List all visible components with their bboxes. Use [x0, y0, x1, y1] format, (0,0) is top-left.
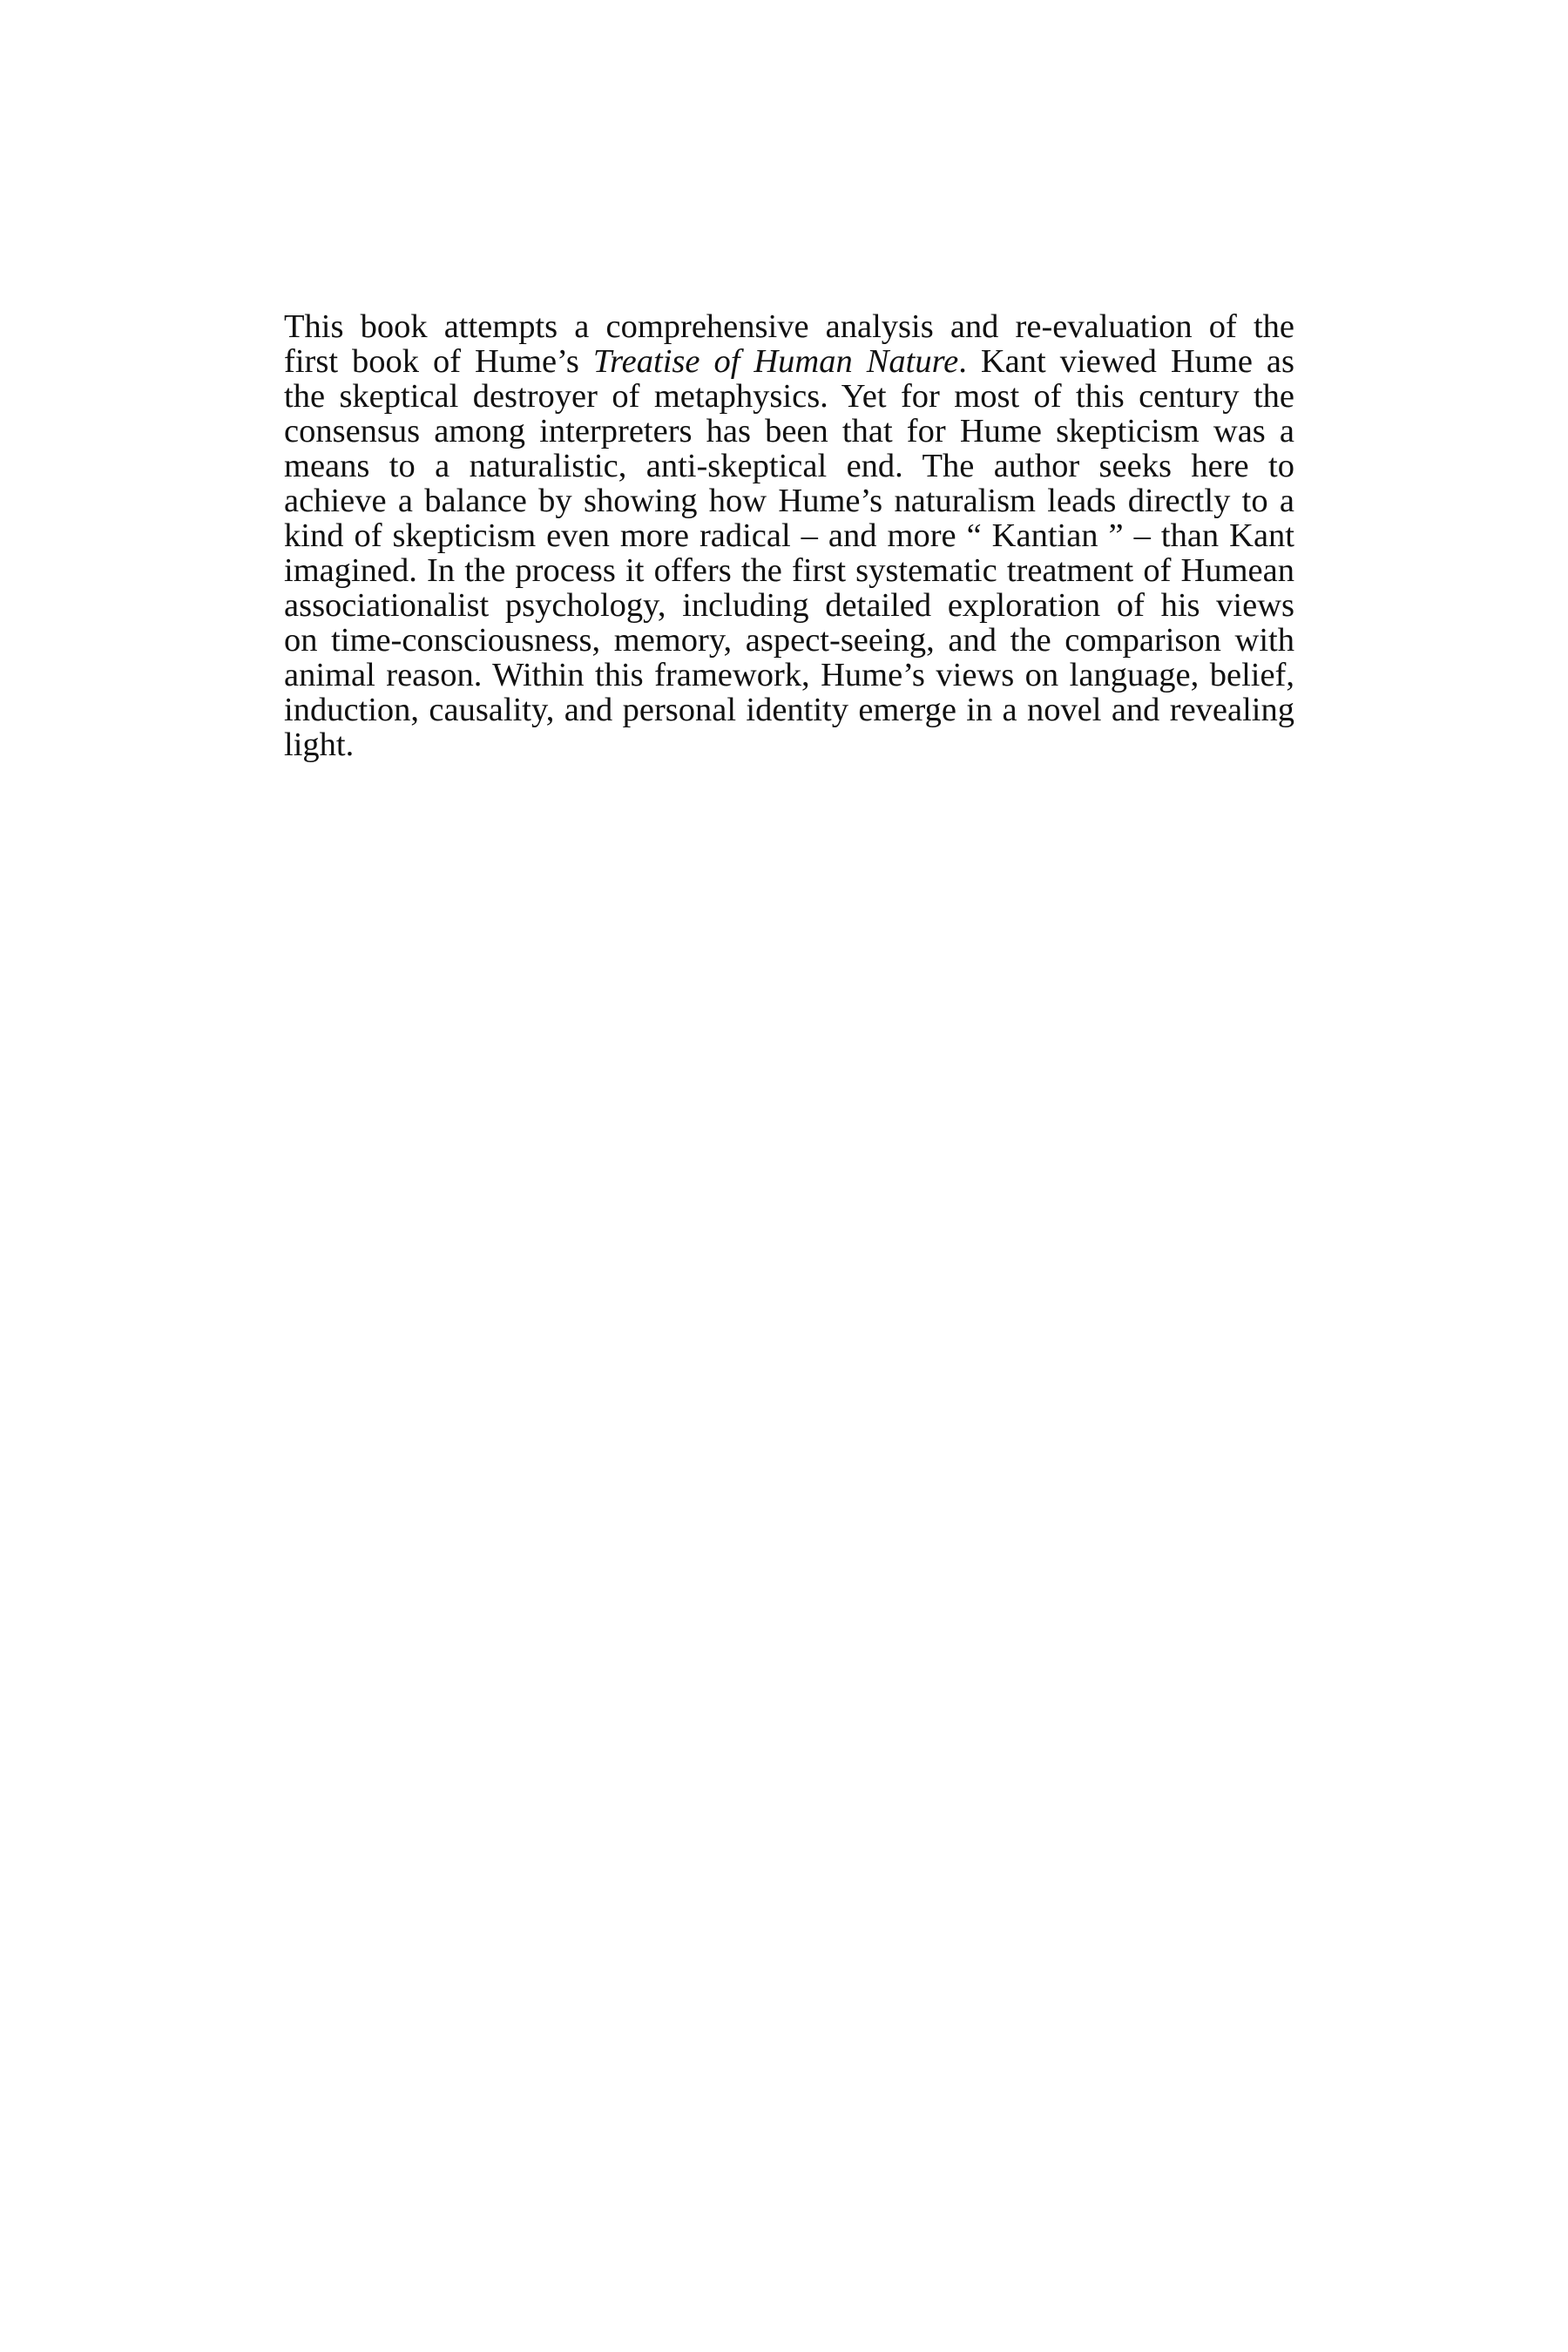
description-line: light. [284, 727, 355, 763]
description-line: animal reason. Within this framework, Hume’s views on language, belief, [284, 657, 1294, 693]
description-line: induction, causality, and personal identity emerge in a novel and revealing [284, 692, 1294, 728]
description-line: This book attempts a comprehensive analysis and re-evaluation of the [284, 308, 1294, 345]
book-description [284, 309, 1294, 762]
description-text: . Kant viewed Hume as [958, 343, 1294, 380]
description-text: first book of Hume’s [284, 343, 593, 380]
description-line: achieve a balance by showing how Hume’s naturalism leads directly to a [284, 483, 1294, 519]
description-line: associationalist psychology, including detailed exploration of his views [284, 587, 1294, 624]
book-title: Treatise of Human Nature [592, 343, 959, 380]
description-line: the skeptical destroyer of metaphysics. Yet for most of this century the [284, 378, 1294, 415]
description-line: kind of skepticism even more radical – and more “ Kantian ” – than Kant [284, 517, 1294, 554]
description-line: imagined. In the process it offers the first systematic treatment of Humean [284, 552, 1294, 589]
description-line [284, 344, 1294, 379]
description-line: consensus among interpreters has been that for Hume skepticism was a [284, 413, 1294, 449]
description-line: means to a naturalistic, anti-skeptical end. The author seeks here to [284, 448, 1294, 484]
description-line: on time-consciousness, memory, aspect-seeing, and the comparison with [284, 622, 1294, 659]
